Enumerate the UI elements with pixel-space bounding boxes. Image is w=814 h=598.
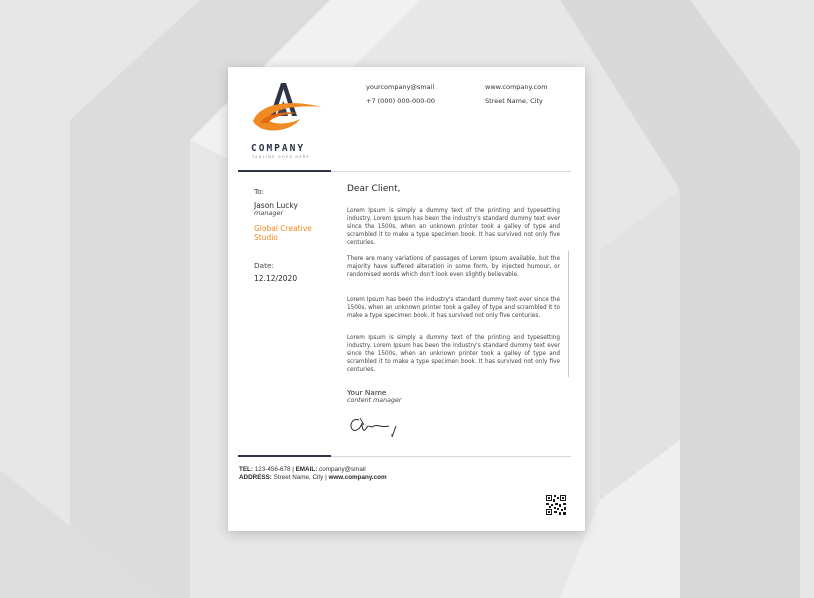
letter-date: 12.12/2020: [254, 274, 298, 283]
header-divider-light: [331, 171, 571, 172]
body-side-rule: [568, 251, 569, 377]
qr-code-icon: [546, 495, 566, 515]
header-website: www.company.com: [485, 83, 548, 91]
body-paragraph-4: Lorem Ipsum is simply a dummy text of the printing and typesetting industry. Lorem Ipsum has been the industry's standard dummy text ever since the 1500s, when an unknown printer took a galley of type and scrambled it to make a type specimen book. It has survived not only five centuries.: [347, 335, 560, 373]
footer-website: www.company.com: [328, 474, 387, 481]
signature-role: content manager: [347, 397, 402, 404]
letterhead-page: [228, 67, 585, 531]
company-logo-icon: [248, 81, 322, 143]
footer-email-label: EMAIL:: [295, 466, 318, 473]
header-phone: +7 (000) 000-000-00: [366, 97, 435, 105]
body-paragraph-2: There are many variations of passages of Lorem Ipsum available, but the majority have suffered alteration in some form, by injected humour, or randomised words which don't look even slightly believable.: [347, 256, 560, 278]
to-label: To:: [254, 187, 265, 196]
footer-divider-dark: [238, 455, 331, 457]
footer-address: Street Name, City: [273, 474, 324, 481]
footer-separator: |: [292, 466, 294, 473]
header-email: yourcompany@smail: [366, 83, 435, 91]
footer-address-line: [239, 474, 387, 481]
footer-tel-label: TEL:: [239, 466, 253, 473]
date-label: Date:: [254, 261, 274, 270]
footer-tel: 123-456-678: [254, 466, 291, 473]
handwritten-signature-icon: [347, 412, 407, 442]
footer-divider-light: [331, 456, 571, 457]
header-divider-dark: [238, 170, 331, 172]
recipient-role: manager: [254, 209, 284, 217]
footer-email: company@smail: [319, 466, 366, 473]
header-street: Street Name, City: [485, 97, 543, 105]
recipient-name: Jason Lucky: [254, 201, 298, 210]
body-paragraph-3: Lorem Ipsum has been the industry's standard dummy text ever since the 1500s, when an unknown printer took a galley of type and scrambled it to make a type specimen book. It has survived not only five centuries.: [347, 297, 560, 319]
company-tagline: TAGLINE GOES HERE: [252, 155, 311, 159]
footer-separator-2: |: [325, 474, 327, 481]
footer-address-label: ADDRESS:: [239, 474, 272, 481]
greeting: Dear Client,: [347, 184, 401, 194]
footer-contact-line: [239, 466, 366, 473]
signature-name: Your Name: [347, 388, 387, 397]
recipient-company: Global Creative Studio: [254, 224, 312, 242]
company-name: COMPANY: [251, 143, 306, 154]
body-paragraph-1: Lorem Ipsum is simply a dummy text of the printing and typesetting industry. Lorem Ipsum has been the industry's standard dummy text ever since the 1500s, when an unknown printer took a galley of type and scrambled it to make a type specimen book. It has survived not only five centuries.: [347, 208, 560, 246]
